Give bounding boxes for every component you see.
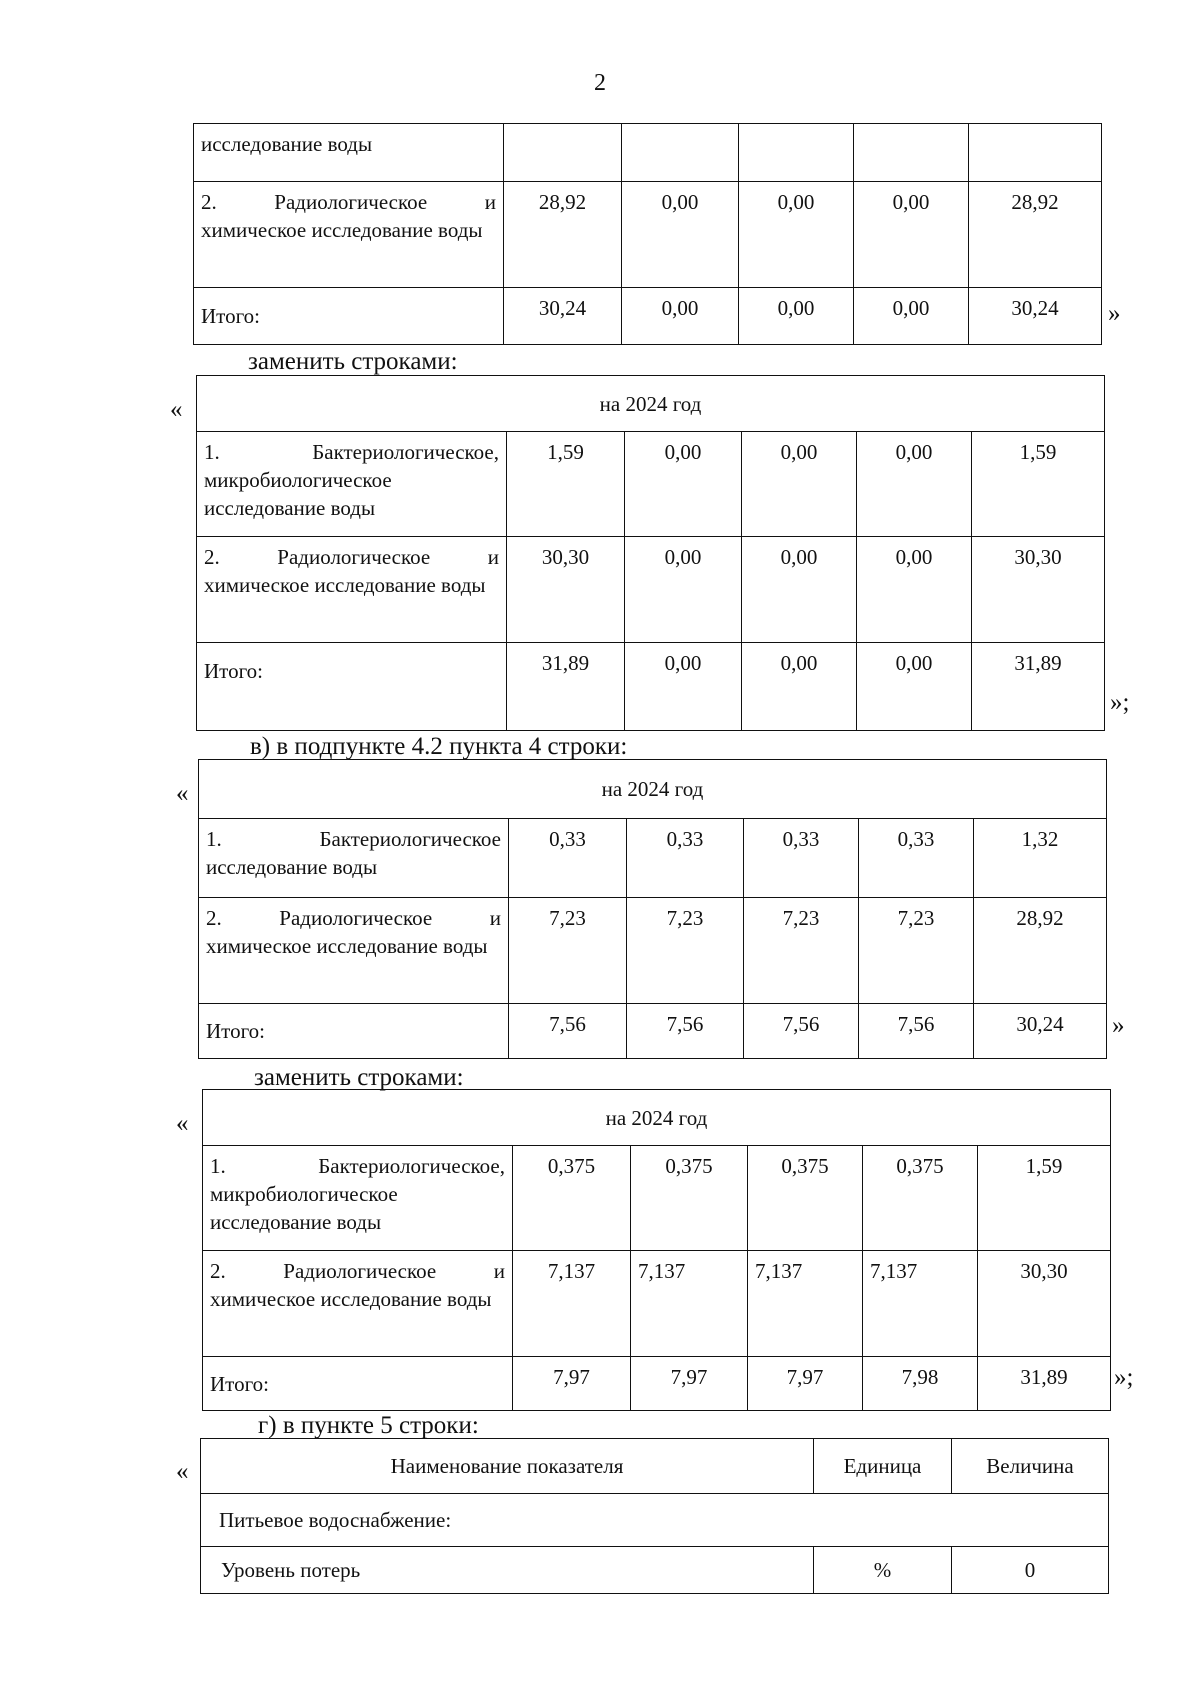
cell-value: 0,375 <box>513 1146 631 1251</box>
cell-value: 7,56 <box>509 1004 627 1059</box>
cell-value: 1,59 <box>507 432 625 537</box>
cell-value: 0,00 <box>625 537 742 643</box>
row-name: 2. Радиологическое и химическое исследование воды <box>197 537 507 643</box>
table-section-row <box>201 1494 1109 1547</box>
header-value: Величина <box>952 1439 1109 1494</box>
cell-value: 28,92 <box>504 182 622 288</box>
cell-value: 0 <box>952 1547 1109 1594</box>
table-subpoint-4-2-rows <box>198 759 1107 1059</box>
row-name: 1. Бактериологическое, микробиологическое исследование воды <box>203 1146 513 1251</box>
cell-value: 7,97 <box>748 1357 863 1411</box>
header-unit: Единица <box>814 1439 952 1494</box>
cell-value: 7,56 <box>744 1004 859 1059</box>
table-row <box>194 182 1102 288</box>
row-name: исследование воды <box>194 124 504 182</box>
row-name: 1. Бактериологическое исследование воды <box>199 819 509 898</box>
open-quote: « <box>176 1458 189 1485</box>
cell-value: 0,375 <box>863 1146 978 1251</box>
cell-value: 0,00 <box>625 432 742 537</box>
table-row <box>194 288 1102 345</box>
cell-value: 28,92 <box>974 898 1107 1004</box>
cell-value: 0,00 <box>739 288 854 345</box>
cell-value: 7,137 <box>748 1251 863 1357</box>
row-name: 2. Радиологическое и химическое исследование воды <box>199 898 509 1004</box>
year-header: на 2024 год <box>199 760 1107 819</box>
cell-value: 30,30 <box>972 537 1105 643</box>
table-row <box>203 1357 1111 1411</box>
cell-value: 31,89 <box>507 643 625 731</box>
table-previous-rows <box>193 123 1102 345</box>
open-quote: « <box>176 780 189 807</box>
table-row <box>197 537 1105 643</box>
cell-value: 0,00 <box>622 182 739 288</box>
table-row <box>199 819 1107 898</box>
cell-value <box>969 124 1102 182</box>
cell-value: 30,24 <box>969 288 1102 345</box>
row-name: 2. Радиологическое и химическое исследование воды <box>203 1251 513 1357</box>
row-name: Итого: <box>203 1357 513 1411</box>
cell-value <box>739 124 854 182</box>
table-row <box>201 1547 1109 1594</box>
cell-value: 7,97 <box>631 1357 748 1411</box>
table-header-row <box>199 760 1107 819</box>
cell-value: 7,97 <box>513 1357 631 1411</box>
cell-value: 31,89 <box>978 1357 1111 1411</box>
heading-replace-2: заменить строками: <box>254 1064 464 1091</box>
row-name: Итого: <box>194 288 504 345</box>
cell-value: 0,33 <box>859 819 974 898</box>
row-name: 1. Бактериологическое, микробиологическое исследование воды <box>197 432 507 537</box>
cell-value: 7,56 <box>859 1004 974 1059</box>
cell-value: 0,00 <box>857 432 972 537</box>
cell-value: 7,23 <box>859 898 974 1004</box>
cell-value: 30,24 <box>504 288 622 345</box>
table-header-row <box>203 1090 1111 1146</box>
close-quote: »; <box>1110 689 1130 716</box>
table-indicators <box>200 1438 1109 1594</box>
cell-value: 0,00 <box>854 182 969 288</box>
row-name: Итого: <box>199 1004 509 1059</box>
table-header-row <box>201 1439 1109 1494</box>
cell-value: 0,33 <box>509 819 627 898</box>
cell-value: 0,33 <box>627 819 744 898</box>
table-row <box>203 1251 1111 1357</box>
table-row <box>194 124 1102 182</box>
table-row <box>199 898 1107 1004</box>
cell-value: 0,375 <box>748 1146 863 1251</box>
cell-value: 0,00 <box>742 432 857 537</box>
cell-value: 7,23 <box>744 898 859 1004</box>
cell-value: 0,00 <box>742 643 857 731</box>
heading-replace-1: заменить строками: <box>248 348 458 375</box>
cell-value: 7,137 <box>863 1251 978 1357</box>
table-row <box>197 432 1105 537</box>
page-number: 2 <box>594 70 606 96</box>
cell-value: 0,00 <box>854 288 969 345</box>
table-replacement-1 <box>196 375 1105 731</box>
table-row <box>199 1004 1107 1059</box>
heading-subpoint-4-2: в) в подпункте 4.2 пункта 4 строки: <box>250 733 628 760</box>
row-name: Итого: <box>197 643 507 731</box>
section-drinking-water: Питьевое водоснабжение: <box>201 1494 1109 1547</box>
heading-point-5: г) в пункте 5 строки: <box>258 1412 479 1439</box>
year-header: на 2024 год <box>197 376 1105 432</box>
cell-value: 1,59 <box>978 1146 1111 1251</box>
close-quote: » <box>1108 300 1121 327</box>
cell-value: 7,98 <box>863 1357 978 1411</box>
cell-value <box>854 124 969 182</box>
year-header: на 2024 год <box>203 1090 1111 1146</box>
cell-value: 0,00 <box>742 537 857 643</box>
cell-value: 30,30 <box>507 537 625 643</box>
close-quote: » <box>1112 1012 1125 1039</box>
header-indicator-name: Наименование показателя <box>201 1439 814 1494</box>
cell-value: 7,23 <box>509 898 627 1004</box>
table-replacement-2 <box>202 1089 1111 1411</box>
cell-value: 0,00 <box>625 643 742 731</box>
close-quote: »; <box>1114 1364 1134 1391</box>
table-row <box>203 1146 1111 1251</box>
cell-value: 28,92 <box>969 182 1102 288</box>
cell-unit: % <box>814 1547 952 1594</box>
cell-value: 0,00 <box>622 288 739 345</box>
open-quote: « <box>176 1110 189 1137</box>
cell-value: 7,56 <box>627 1004 744 1059</box>
cell-value <box>622 124 739 182</box>
row-name: Уровень потерь <box>201 1547 814 1594</box>
cell-value: 1,32 <box>974 819 1107 898</box>
cell-value: 7,23 <box>627 898 744 1004</box>
cell-value: 31,89 <box>972 643 1105 731</box>
cell-value: 0,00 <box>739 182 854 288</box>
open-quote: « <box>170 396 183 423</box>
table-row <box>197 643 1105 731</box>
cell-value: 30,24 <box>974 1004 1107 1059</box>
cell-value: 0,375 <box>631 1146 748 1251</box>
cell-value: 1,59 <box>972 432 1105 537</box>
cell-value: 0,00 <box>857 537 972 643</box>
table-header-row <box>197 376 1105 432</box>
cell-value: 7,137 <box>513 1251 631 1357</box>
cell-value <box>504 124 622 182</box>
cell-value: 0,33 <box>744 819 859 898</box>
row-name: 2. Радиологическое и химическое исследование воды <box>194 182 504 288</box>
cell-value: 30,30 <box>978 1251 1111 1357</box>
cell-value: 0,00 <box>857 643 972 731</box>
cell-value: 7,137 <box>631 1251 748 1357</box>
